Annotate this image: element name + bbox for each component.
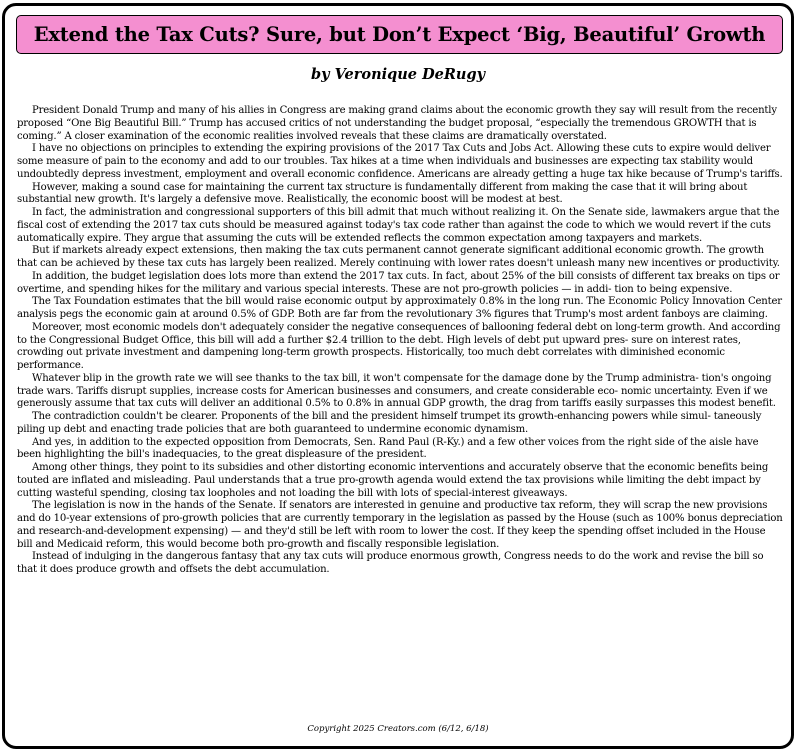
- paragraph: The Tax Foundation estimates that the bill would raise economic output by approximately 0.8% in the long run. The Economic Policy Innovation Center analysis pegs the economic gain at around 0.5% of GDP. Both are far from the revolutionary 3% figures that Trump's most ardent fanboys are claiming.: [17, 296, 782, 320]
- byline: [5, 66, 791, 83]
- paragraph: Instead of indulging in the dangerous fantasy that any tax cuts will produce enormous growth, Congress needs to do the work and revise the bill so that it does produce growth and offsets the debt accumulation.: [17, 551, 764, 575]
- headline-banner: [16, 15, 783, 54]
- copyright-notice: Copyright 2025 Creators.com (6/12, 6/18): [307, 724, 489, 734]
- article-body: [17, 105, 783, 577]
- headline: Extend the Tax Cuts? Sure, but Don’t Expect ‘Big, Beautiful’ Growth: [33, 23, 766, 46]
- paragraph: Moreover, most economic models don't adequately consider the negative consequences of ballooning federal debt on long-term growth. And according to the Congressional Budget Office, this bill will add a further $2.4 trillion to the debt. High levels of debt put upward pres- sure on interest rates, crowding out private investment and dampening long-term growth prospects. Historically, too much debt correlates with diminished economic performance.: [17, 321, 781, 371]
- paragraph: The contradiction couldn't be clearer. Proponents of the bill and the president himself trumpet its growth-enhancing powers while simul- taneously piling up debt and enacting trade policies that are both guaranteed to undermine economic dynamism.: [17, 411, 762, 435]
- paragraph: The legislation is now in the hands of the Senate. If senators are interested in genuine and productive tax reform, they will scrap the new provisions and do 10-year extensions of pro-growth policies that are currently temporary in the legislation as passed by the House (such as 100% bonus depreciation and research-and-development expensing) — and they'd still be left with room to lower the cost. If they keep the spending offset included in the House bill and Medicaid reform, this would become both pro-growth and fiscally responsible legislation.: [17, 500, 783, 550]
- paragraph: But if markets already expect extensions, then making the tax cuts permanent cannot generate significant additional economic growth. The growth that can be achieved by these tax cuts has largely been realized. Merely continuing with lower rates doesn't unleash many new incentives or productivity.: [17, 245, 780, 269]
- paragraph: However, making a sound case for maintaining the current tax structure is fundamentally different from making the case that it will bring about substantial new growth. It's largely a defensive move. Realistically, the economic boost will be modest at best.: [17, 181, 748, 206]
- article-frame: [2, 3, 794, 749]
- byline-author: Veronique DeRugy: [334, 66, 486, 83]
- paragraph: I have no objections on principles to extending the expiring provisions of the 2017 Tax Cuts and Jobs Act. Allowing these cuts to expire would deliver some measure of pain to the economy and add to our troubles. Tax hikes at a time when individuals and businesses are expecting tax stability would undoubtedly depress investment, employment and overall economic confidence. Americans are already getting a huge tax hike because of Trump's tariffs.: [17, 143, 783, 180]
- paragraph: In fact, the administration and congressional supporters of this bill admit that much without realizing it. On the Senate side, lawmakers argue that the fiscal cost of extending the 2017 tax cuts should be measured against today's tax code rather than against the code to which we would revert if the cuts automatically expire. They argue that assuming the cuts will be extended reflects the common expectation among taxpayers and markets.: [17, 207, 780, 244]
- paragraph: Among other things, they point to its subsidies and other distorting economic interventions and accurately observe that the economic benefits being touted are inflated and misleading. Paul understands that a true pro-growth agenda would extend the tax provisions while limiting the debt impact by cutting wasteful spending, closing tax loopholes and not loading the bill with lots of special-interest giveaways.: [17, 462, 769, 499]
- paragraph: President Donald Trump and many of his allies in Congress are making grand claims about the economic growth they say will result from the recently proposed “One Big Beautiful Bill.” Trump has accused critics of not understanding the budget proposal, “especially the tremendous GROWTH that is coming.” A closer examination of the economic realities involved reveals that these claims are dramatically overstated.: [17, 105, 777, 142]
- paragraph: Whatever blip in the growth rate we will see thanks to the tax bill, it won't compensate for the damage done by the Trump administra- tion's ongoing trade wars. Tariffs disrupt supplies, increase costs for American businesses and consumers, and create considerable eco- nomic uncertainty. Even if we generously assume that tax cuts will deliver an additional 0.5% to 0.8% in annual GDP growth, the drag from tariffs easily surpasses this modest benefit.: [17, 372, 776, 410]
- paragraph: And yes, in addition to the expected opposition from Democrats, Sen. Rand Paul (R-Ky.) and a few other voices from the right side of the aisle have been highlighting the bill's inadequacies, to the great displeasure of the president.: [17, 436, 759, 461]
- byline-prefix: by: [310, 66, 330, 83]
- paragraph: In addition, the budget legislation does lots more than extend the 2017 tax cuts. In fact, about 25% of the bill consists of different tax breaks on tips or overtime, and spending hikes for the military and various special interests. These are not pro-growth policies — in addi- tion to being expensive.: [17, 270, 780, 295]
